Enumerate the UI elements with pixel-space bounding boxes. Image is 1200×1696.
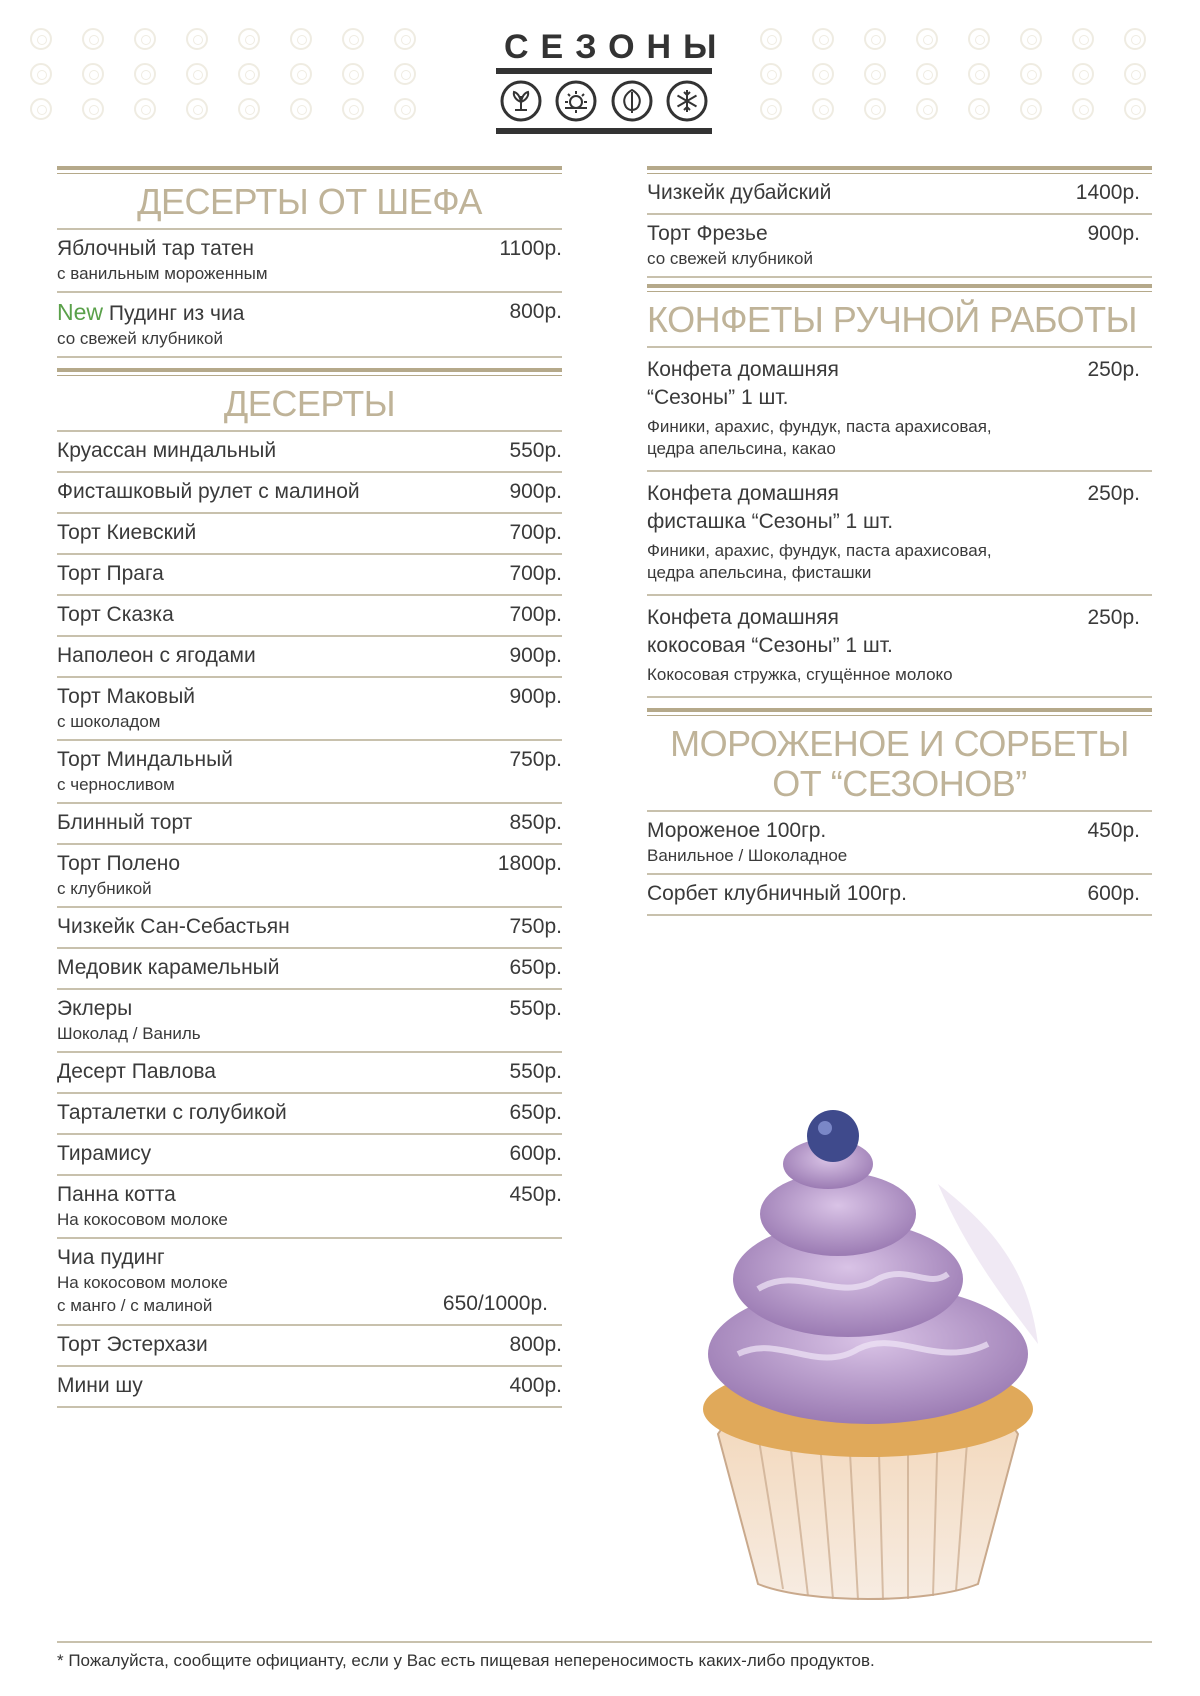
pattern-dot: [186, 28, 208, 50]
item-price: 550р.: [509, 1060, 562, 1083]
menu-item: [57, 1326, 562, 1367]
item-name: [57, 850, 562, 878]
item-name: [57, 1331, 562, 1359]
pattern-dot: [1072, 63, 1094, 85]
item-price: 1800р.: [497, 852, 562, 875]
item-name: [57, 746, 562, 774]
item-title: Конфета домашняя: [647, 358, 839, 381]
spring-flower-icon: [500, 80, 542, 122]
section-divider: [647, 166, 1152, 174]
item-description: с ванильным мороженным: [57, 264, 268, 283]
item-description: с клубникой: [57, 879, 152, 898]
dessert-items: [57, 432, 562, 1408]
item-name: [57, 519, 562, 547]
item-price: 700р.: [509, 603, 562, 626]
item-title: Наполеон с ягодами: [57, 644, 256, 667]
item-name: [57, 478, 562, 506]
menu-item: [647, 174, 1152, 215]
header-pattern-right: [760, 28, 1176, 143]
item-description: цедра апельсина, фисташки: [647, 563, 872, 582]
item-description: со свежей клубникой: [57, 329, 223, 348]
item-price: 650/1000р.: [442, 1292, 548, 1315]
brand-name: СЕЗОНЫ: [504, 28, 729, 66]
item-name: [57, 995, 562, 1023]
menu-item: [57, 1053, 562, 1094]
pattern-dot: [1020, 63, 1042, 85]
icecream-title-line1: МОРОЖЕНОЕ И СОРБЕТЫ: [670, 723, 1129, 764]
pattern-dot: [290, 63, 312, 85]
menu-item: [57, 432, 562, 473]
item-price: 700р.: [509, 562, 562, 585]
item-name: [57, 235, 562, 263]
item-description: На кокосовом молоке: [57, 1273, 228, 1292]
item-title: Торт Миндальный: [57, 748, 233, 771]
menu-item: [57, 678, 562, 741]
item-title: Фисташковый рулет с малиной: [57, 480, 360, 503]
menu-item: [647, 875, 1152, 916]
pattern-dot: [1072, 98, 1094, 120]
item-title: Медовик карамельный: [57, 956, 280, 979]
menu-item: [57, 1239, 562, 1326]
item-title: Мороженое 100гр.: [647, 819, 827, 842]
item-name: [647, 817, 1152, 845]
item-price: 900р.: [1087, 222, 1140, 245]
pattern-dot: [864, 98, 886, 120]
menu-item: [57, 845, 562, 908]
item-name: [57, 683, 562, 711]
pattern-dot: [30, 28, 52, 50]
pattern-dot: [968, 63, 990, 85]
item-price: 850р.: [509, 811, 562, 834]
menu-item: [647, 812, 1152, 875]
icecream-title-line2: ОТ “СЕЗОНОВ”: [772, 763, 1027, 804]
item-title: Сорбет клубничный 100гр.: [647, 882, 907, 905]
item-title: Конфета домашняя: [647, 606, 839, 629]
item-name: [647, 880, 1152, 908]
pattern-dot: [290, 28, 312, 50]
summer-sun-icon: [555, 80, 597, 122]
item-name: [57, 1099, 562, 1127]
pattern-dot: [30, 98, 52, 120]
item-description: с черносливом: [57, 775, 175, 794]
item-price: 1400р.: [1075, 181, 1140, 204]
pattern-dot: [394, 63, 416, 85]
pattern-dot: [186, 63, 208, 85]
item-price: 750р.: [509, 748, 562, 771]
item-name: [57, 809, 562, 837]
menu-item: [57, 1094, 562, 1135]
pattern-dot: [186, 98, 208, 120]
item-name: [57, 1140, 562, 1168]
item-title: Пудинг из чиа: [108, 302, 245, 325]
item-price: 650р.: [509, 1101, 562, 1124]
pattern-dot: [812, 98, 834, 120]
menu-item: [57, 637, 562, 678]
item-title: Торт Прага: [57, 562, 164, 585]
item-title-line2: “Сезоны” 1 шт.: [647, 386, 789, 409]
pattern-dot: [342, 98, 364, 120]
item-price: 900р.: [509, 480, 562, 503]
icecream-items: [647, 812, 1152, 916]
candy-items: [647, 348, 1152, 698]
item-price: 250р.: [1087, 482, 1140, 505]
item-price: 450р.: [509, 1183, 562, 1206]
pattern-dot: [968, 98, 990, 120]
logo-divider: [496, 68, 712, 74]
item-price: 250р.: [1087, 606, 1140, 629]
item-price: 550р.: [509, 997, 562, 1020]
item-title: Чизкейк Сан-Себастьян: [57, 915, 290, 938]
item-description: Ванильное / Шоколадное: [647, 846, 848, 865]
item-description: Финики, арахис, фундук, паста арахисовая,: [647, 417, 992, 436]
item-name: [647, 220, 1152, 248]
cupcake-illustration: [688, 1104, 1048, 1624]
pattern-dot: [134, 63, 156, 85]
section-divider: [57, 166, 562, 174]
item-name: [57, 954, 562, 982]
item-title: Торт Сказка: [57, 603, 174, 626]
item-price: 250р.: [1087, 358, 1140, 381]
item-description: Финики, арахис, фундук, паста арахисовая,: [647, 541, 992, 560]
menu-item: [57, 1135, 562, 1176]
pattern-dot: [1124, 63, 1146, 85]
item-name: [57, 560, 562, 588]
item-title: Мини шу: [57, 1374, 143, 1397]
item-name: [57, 1181, 562, 1209]
item-name: [57, 1058, 562, 1086]
pattern-dot: [30, 63, 52, 85]
menu-item: [57, 990, 562, 1053]
menu-item: [57, 804, 562, 845]
pattern-dot: [342, 63, 364, 85]
pattern-dot: [134, 98, 156, 120]
menu-item: [647, 472, 1152, 596]
item-title: Панна котта: [57, 1183, 176, 1206]
menu-item: [57, 514, 562, 555]
item-title: Круассан миндальный: [57, 439, 277, 462]
footer-rule: [57, 1641, 1152, 1643]
section-divider: [647, 708, 1152, 716]
pattern-dot: [1020, 28, 1042, 50]
item-name: [57, 642, 562, 670]
menu-item: [57, 473, 562, 514]
item-price: 550р.: [509, 439, 562, 462]
menu-item: [647, 215, 1152, 278]
pattern-dot: [82, 98, 104, 120]
pattern-dot: [760, 98, 782, 120]
item-price: 600р.: [509, 1142, 562, 1165]
item-price: 1100р.: [499, 237, 562, 260]
item-description: На кокосовом молоке: [57, 1210, 228, 1229]
item-title: Конфета домашняя: [647, 482, 839, 505]
menu-item: [57, 293, 562, 358]
menu-item: [57, 908, 562, 949]
pattern-dot: [1124, 28, 1146, 50]
item-title-line2: фисташка “Сезоны” 1 шт.: [647, 510, 894, 533]
menu-item: [57, 555, 562, 596]
pattern-dot: [812, 63, 834, 85]
item-price: 700р.: [509, 521, 562, 544]
pattern-dot: [238, 63, 260, 85]
item-title: Торт Эстерхази: [57, 1333, 208, 1356]
menu-item: [647, 596, 1152, 698]
menu-item: [57, 230, 562, 293]
pattern-dot: [394, 98, 416, 120]
pattern-dot: [134, 28, 156, 50]
item-name: [57, 437, 562, 465]
pattern-dot: [1124, 98, 1146, 120]
item-description: Кокосовая стружка, сгущённое молоко: [647, 665, 953, 684]
chef-items: [57, 230, 562, 358]
right-top-items: [647, 174, 1152, 278]
menu-item: [57, 741, 562, 804]
pattern-dot: [760, 28, 782, 50]
pattern-dot: [1020, 98, 1042, 120]
item-title: Торт Маковый: [57, 685, 196, 708]
item-name: [57, 298, 562, 328]
right-column: [647, 166, 1152, 916]
pattern-dot: [916, 63, 938, 85]
item-title-line2: кокосовая “Сезоны” 1 шт.: [647, 634, 893, 657]
pattern-dot: [342, 28, 364, 50]
section-divider: [57, 368, 562, 376]
pattern-dot: [916, 28, 938, 50]
item-title: Торт Киевский: [57, 521, 197, 544]
item-title: Эклеры: [57, 997, 133, 1020]
item-description: цедра апельсина, какао: [647, 439, 836, 458]
item-title: Яблочный тар татен: [57, 237, 254, 260]
item-price: 800р.: [509, 1333, 562, 1356]
pattern-dot: [812, 28, 834, 50]
menu-item: [57, 949, 562, 990]
pattern-dot: [238, 28, 260, 50]
item-price: 600р.: [1087, 882, 1140, 905]
item-title: Торт Полено: [57, 852, 181, 875]
item-description: с шоколадом: [57, 712, 161, 731]
menu-item: [57, 1176, 562, 1239]
item-title: Тирамису: [57, 1142, 152, 1165]
pattern-dot: [82, 28, 104, 50]
item-title: Торт Фрезье: [647, 222, 768, 245]
item-name: [57, 601, 562, 629]
pattern-dot: [968, 28, 990, 50]
left-column: [57, 166, 562, 1408]
item-title: Чиа пудинг: [57, 1246, 165, 1269]
pattern-dot: [238, 98, 260, 120]
pattern-dot: [1072, 28, 1094, 50]
item-title: Чизкейк дубайский: [647, 181, 832, 204]
item-price: 750р.: [509, 915, 562, 938]
item-name: [57, 1372, 562, 1400]
item-name: [57, 913, 562, 941]
item-description: со свежей клубникой: [647, 249, 813, 268]
item-title: Блинный торт: [57, 811, 193, 834]
brand-logo: [496, 28, 729, 140]
section-title-candies: КОНФЕТЫ РУЧНОЙ РАБОТЫ: [647, 299, 1137, 340]
item-price: 450р.: [1087, 819, 1140, 842]
header-pattern-left: [30, 28, 446, 143]
item-description: Шоколад / Ваниль: [57, 1024, 201, 1043]
menu-item: [57, 596, 562, 637]
item-description: с манго / с малиной: [57, 1296, 213, 1315]
pattern-dot: [394, 28, 416, 50]
item-price: 400р.: [509, 1374, 562, 1397]
item-name: [57, 1244, 562, 1272]
winter-snowflake-icon: [666, 80, 708, 122]
pattern-dot: [864, 28, 886, 50]
pattern-dot: [82, 63, 104, 85]
item-price: 800р.: [509, 300, 562, 323]
menu-item: [57, 1367, 562, 1408]
section-title-desserts: ДЕСЕРТЫ: [223, 383, 396, 424]
pattern-dot: [290, 98, 312, 120]
pattern-dot: [916, 98, 938, 120]
section-title-icecream: [647, 724, 1152, 804]
allergy-note: * Пожалуйста, сообщите официанту, если у Вас есть пищевая непереносимость каких-либо продуктов.: [57, 1651, 875, 1670]
item-price: 900р.: [509, 644, 562, 667]
item-price: 900р.: [509, 685, 562, 708]
section-title-chef: ДЕСЕРТЫ ОТ ШЕФА: [137, 181, 482, 222]
menu-item: [647, 348, 1152, 472]
pattern-dot: [760, 63, 782, 85]
item-title: Десерт Павлова: [57, 1060, 216, 1083]
item-price: 650р.: [509, 956, 562, 979]
item-title: Тарталетки с голубикой: [57, 1101, 287, 1124]
new-badge: New: [57, 299, 104, 325]
section-divider: [647, 284, 1152, 292]
autumn-leaf-icon: [611, 80, 653, 122]
logo-divider-bottom: [496, 128, 712, 134]
pattern-dot: [864, 63, 886, 85]
